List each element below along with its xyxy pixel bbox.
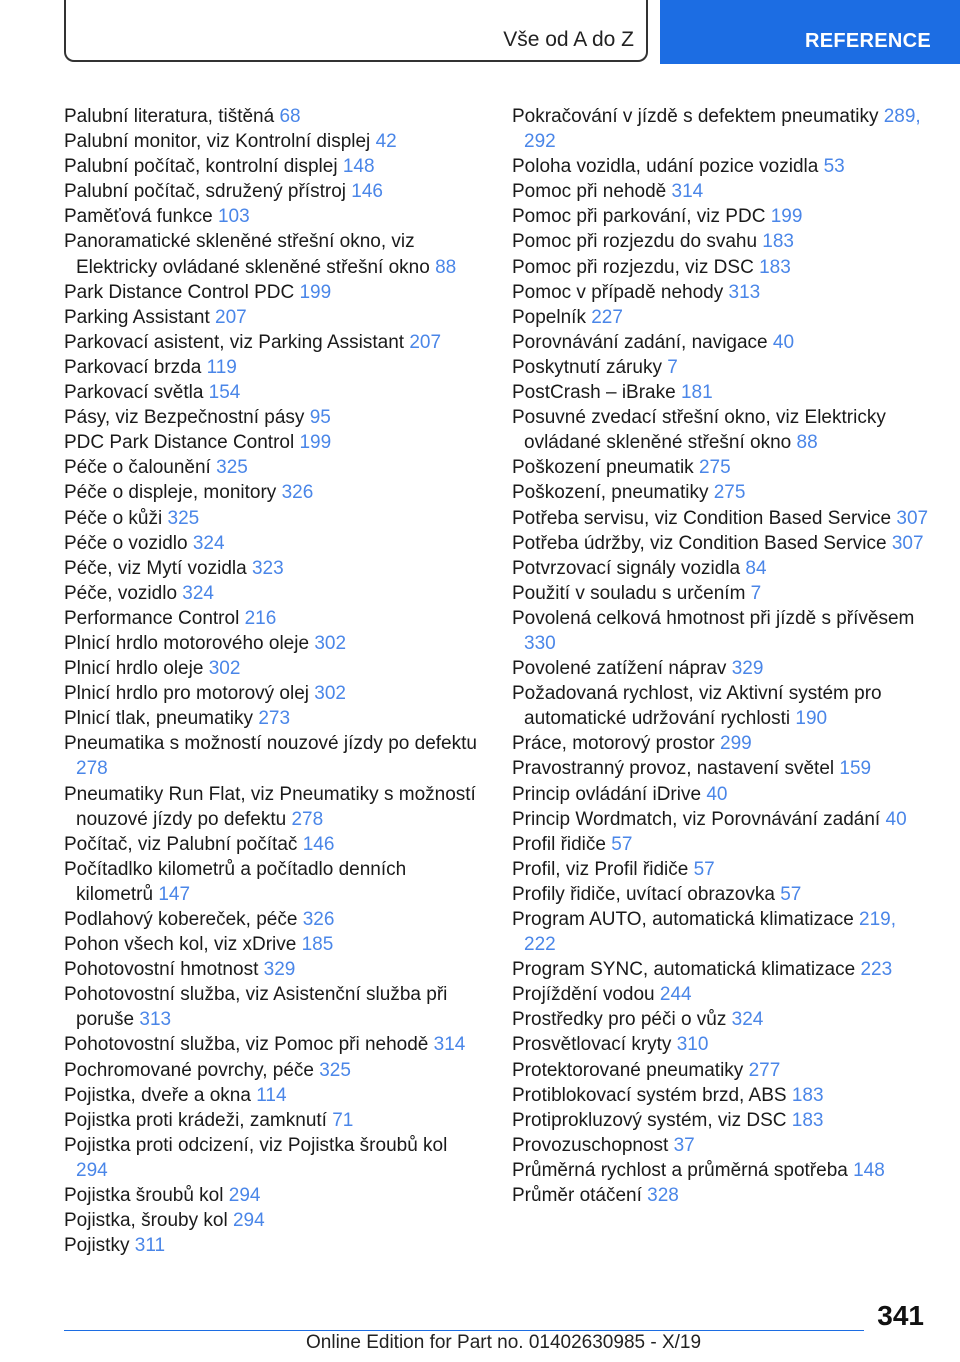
- page-reference-link[interactable]: 40: [772, 331, 795, 353]
- page-reference-link[interactable]: 302: [314, 632, 347, 654]
- index-term: Počítač, viz Palubní počítač: [64, 833, 303, 855]
- index-entry: [64, 405, 484, 430]
- index-term: Podlahový kobereček, péče: [64, 909, 303, 930]
- chapter-tab: [64, 0, 648, 62]
- index-entry: [64, 656, 484, 681]
- page-reference-link[interactable]: 68: [279, 106, 301, 127]
- index-entry: [512, 330, 932, 355]
- page-reference-link[interactable]: 88: [435, 256, 457, 278]
- page-reference-link[interactable]: 299: [720, 733, 752, 755]
- page-reference-link[interactable]: 277: [748, 1059, 781, 1081]
- page-reference-link[interactable]: 148: [342, 156, 375, 178]
- index-term: Pohotovostní služba, viz Pomoc při nehodě: [64, 1034, 434, 1056]
- page-reference-link[interactable]: 185: [301, 934, 334, 956]
- index-entry: [512, 731, 932, 756]
- index-term: Palubní počítač, kontrolní displej: [64, 156, 343, 178]
- index-term: Palubní literatura, tištěná: [64, 106, 280, 127]
- page-reference-link[interactable]: 314: [671, 181, 704, 203]
- index-term: Pojistka, dveře a okna: [64, 1084, 257, 1106]
- index-term: Pneumatiky Run Flat, viz Pneumatiky s možností nouzové jízdy po defektu: [64, 783, 476, 830]
- page-reference-link[interactable]: 294: [76, 1159, 108, 1181]
- page-reference-link[interactable]: 148: [853, 1159, 885, 1181]
- index-term: Program SYNC, automatická klimatizace: [512, 959, 861, 981]
- index-term: Program AUTO, automatická klimatizace: [512, 909, 860, 930]
- index-entry: [512, 1108, 932, 1133]
- index-term: Projíždění vodou: [512, 984, 660, 1006]
- page-reference-link[interactable]: 302: [314, 683, 346, 705]
- index-entry: [64, 631, 484, 656]
- index-term: PostCrash – iBrake: [512, 382, 681, 404]
- index-term: Pásy, viz Bezpečnostní pásy: [64, 407, 310, 429]
- index-entry: [512, 305, 932, 330]
- index-entry: [512, 229, 932, 254]
- page-reference-link[interactable]: 275: [698, 457, 731, 479]
- index-term: Princip ovládání iDrive: [512, 783, 707, 805]
- index-entry: [64, 506, 484, 531]
- index-entry: [64, 455, 484, 480]
- index-entry: [512, 204, 932, 229]
- page-reference-link[interactable]: 314: [433, 1034, 466, 1056]
- page-reference-link[interactable]: 313: [728, 281, 761, 303]
- index-term: Práce, motorový prostor: [512, 733, 721, 755]
- page-reference-link[interactable]: 307: [891, 532, 924, 554]
- page-reference-link[interactable]: 57: [780, 883, 802, 905]
- index-term: Panoramatické skleněné střešní okno, viz Elektricky ovládané skleněné střešní okno: [64, 231, 436, 278]
- index-term: Pojistka proti odcizení, viz Pojistka šroubů kol: [64, 1134, 448, 1156]
- page-reference-link[interactable]: 216: [244, 607, 277, 629]
- index-term: Poskytnutí záruky: [512, 356, 668, 378]
- page-reference-link[interactable]: 183: [791, 1109, 824, 1131]
- page-reference-link[interactable]: 324: [192, 532, 225, 554]
- footer-divider: [64, 1330, 864, 1331]
- index-entry: [64, 330, 484, 355]
- index-term: Parkovací světla: [64, 382, 209, 404]
- index-term: Protiprokluzový systém, viz DSC: [512, 1109, 792, 1131]
- index-term: Poloha vozidla, udání pozice vozidla: [512, 156, 824, 178]
- index-entry: [64, 154, 484, 179]
- index-term: Pneumatika s možností nouzové jízdy po defektu: [64, 733, 477, 755]
- index-entry: [64, 1108, 484, 1133]
- page-reference-link[interactable]: 37: [673, 1134, 695, 1156]
- page-reference-link[interactable]: 146: [302, 833, 335, 855]
- page-reference-link[interactable]: 88: [796, 432, 818, 454]
- chapter-tab-label: Vše od A do Z: [503, 28, 634, 51]
- page-reference-link[interactable]: 40: [706, 783, 728, 805]
- page-reference-link[interactable]: 119: [206, 356, 237, 378]
- page-reference-link[interactable]: 199: [299, 432, 332, 454]
- index-term: Protektorované pneumatiky: [512, 1059, 749, 1081]
- page-reference-link[interactable]: 183: [762, 231, 794, 253]
- index-entry: [64, 581, 484, 606]
- index-entry: [512, 531, 932, 556]
- index-entry: [512, 455, 932, 480]
- page-reference-link[interactable]: 325: [319, 1059, 351, 1081]
- index-term: Pomoc při parkování, viz PDC: [512, 206, 771, 228]
- index-entry: [512, 1133, 932, 1158]
- index-entry: [64, 932, 484, 957]
- index-entry: [64, 480, 484, 505]
- page-reference-link[interactable]: 57: [693, 858, 715, 880]
- index-term: Pomoc při nehodě: [512, 181, 672, 203]
- index-entry: [64, 204, 484, 229]
- page-reference-link[interactable]: 199: [770, 206, 803, 228]
- index-term: Profil řidiče: [512, 833, 612, 855]
- page-reference-link[interactable]: 324: [182, 582, 214, 604]
- index-entry: [512, 882, 932, 907]
- page-reference-link[interactable]: 190: [795, 708, 828, 730]
- index-term: Posuvné zvedací střešní okno, viz Elektricky ovládané skleněné střešní okno: [512, 407, 886, 454]
- index-term: Park Distance Control PDC: [64, 281, 300, 303]
- index-entry: [64, 179, 484, 204]
- index-column-right: [512, 104, 932, 1208]
- index-entry: [512, 832, 932, 857]
- page-reference-link[interactable]: 313: [139, 1009, 172, 1031]
- index-entry: [512, 405, 932, 455]
- index-entry: [64, 104, 484, 129]
- index-term: Pomoc při rozjezdu, viz DSC: [512, 256, 760, 278]
- index-entry: [512, 656, 932, 681]
- index-entry: [512, 581, 932, 606]
- index-term: Performance Control: [64, 607, 245, 629]
- index-entry: [64, 857, 484, 907]
- index-term: Použití v souladu s určením: [512, 582, 751, 604]
- page-reference-link[interactable]: 84: [745, 557, 767, 579]
- page-reference-link[interactable]: 227: [591, 306, 623, 328]
- index-term: Protiblokovací systém brzd, ABS: [512, 1084, 792, 1106]
- page-reference-link[interactable]: 183: [759, 256, 791, 278]
- page-reference-link[interactable]: 294: [228, 1185, 261, 1207]
- index-entry: [512, 1007, 932, 1032]
- index-term: Potřeba servisu, viz Condition Based Service: [512, 507, 897, 529]
- page-reference-link[interactable]: 329: [263, 959, 296, 981]
- section-tab-label: REFERENCE: [805, 30, 932, 52]
- index-entry: [512, 556, 932, 581]
- index-entry: [64, 1183, 484, 1208]
- page-reference-link[interactable]: 53: [823, 156, 845, 178]
- index-entry: [64, 907, 484, 932]
- index-entry: [512, 606, 932, 656]
- page-reference-link[interactable]: 42: [375, 131, 397, 153]
- page-number: 341: [877, 1300, 924, 1331]
- page-reference-link[interactable]: 223: [860, 959, 893, 981]
- index-term: Plnicí tlak, pneumatiky: [64, 708, 259, 730]
- index-entry: [512, 154, 932, 179]
- index-term: Potřeba údržby, viz Condition Based Service: [512, 532, 892, 554]
- index-entry: [512, 907, 932, 957]
- page-reference-link[interactable]: 183: [791, 1084, 824, 1106]
- index-term: Prosvětlovací kryty: [512, 1034, 677, 1056]
- page-reference-link[interactable]: 325: [167, 507, 200, 529]
- index-entry: [64, 706, 484, 731]
- index-entry: [512, 807, 932, 832]
- footer-edition: Online Edition for Part no. 01402630985 - X/19: [306, 1332, 702, 1353]
- page-reference-link[interactable]: 325: [216, 457, 248, 479]
- page-reference-link[interactable]: 7: [667, 356, 678, 378]
- index-term: Pojistka proti krádeži, zamknutí: [64, 1109, 333, 1131]
- index-entry: [64, 229, 484, 279]
- index-term: Pravostranný provoz, nastavení světel: [512, 758, 840, 780]
- index-entry: [64, 782, 484, 832]
- page-reference-link[interactable]: 311: [134, 1235, 166, 1257]
- index-term: Péče o kůži: [64, 507, 168, 529]
- index-entry: [512, 1032, 932, 1057]
- page-reference-link[interactable]: 278: [291, 808, 324, 830]
- page-reference-link[interactable]: 159: [839, 758, 872, 780]
- index-term: Pojistky: [64, 1235, 135, 1257]
- page-reference-link[interactable]: 323: [251, 557, 284, 579]
- index-entry: [512, 355, 932, 380]
- index-term: Pojistka šroubů kol: [64, 1185, 229, 1207]
- index-entry: [64, 430, 484, 455]
- index-term: Profily řidiče, uvítací obrazovka: [512, 883, 781, 905]
- page-reference-link[interactable]: 330: [524, 632, 556, 654]
- index-term: Princip Wordmatch, viz Porovnávání zadání: [512, 808, 886, 830]
- page-reference-link[interactable]: 294: [232, 1210, 265, 1232]
- index-term: Povolené zatížení náprav: [512, 658, 732, 680]
- page-reference-link[interactable]: 289, 292: [524, 106, 921, 153]
- page-reference-link[interactable]: 275: [713, 482, 746, 504]
- page-reference-link[interactable]: 147: [158, 883, 191, 905]
- index-entry: [64, 280, 484, 305]
- page-reference-link[interactable]: 71: [332, 1109, 354, 1131]
- index-term: Palubní počítač, sdružený přístroj: [64, 181, 352, 203]
- index-term: Parkovací asistent, viz Parking Assistant: [64, 331, 410, 353]
- index-term: Palubní monitor, viz Kontrolní displej: [64, 131, 376, 153]
- index-term: Potvrzovací signály vozidla: [512, 557, 746, 579]
- index-term: Povolená celková hmotnost při jízdě s přívěsem: [512, 607, 915, 629]
- index-entry: [512, 1058, 932, 1083]
- index-term: Plnicí hrdlo oleje: [64, 658, 209, 680]
- page-reference-link[interactable]: 95: [309, 407, 331, 429]
- page-reference-link[interactable]: 326: [302, 909, 335, 930]
- index-entry: [512, 1158, 932, 1183]
- index-term: Parking Assistant: [64, 306, 216, 328]
- index-entry: [64, 957, 484, 982]
- page-reference-link[interactable]: 244: [659, 984, 692, 1006]
- index-entry: [64, 355, 484, 380]
- index-entry: [512, 756, 932, 781]
- index-term: Pomoc při rozjezdu do svahu: [512, 231, 763, 253]
- index-term: Pohotovostní hmotnost: [64, 959, 264, 981]
- page-reference-link[interactable]: 146: [351, 181, 383, 203]
- index-term: Pojistka, šrouby kol: [64, 1210, 233, 1232]
- page-reference-link[interactable]: 199: [299, 281, 332, 303]
- index-term: Pomoc v případě nehody: [512, 281, 729, 303]
- index-term: Profil, viz Profil řidiče: [512, 858, 694, 880]
- index-term: Průměr otáčení: [512, 1185, 648, 1207]
- page-reference-link[interactable]: 324: [731, 1009, 764, 1031]
- index-term: Provozuschopnost: [512, 1134, 674, 1156]
- index-term: Péče o čalounění: [64, 457, 217, 479]
- index-term: Pohotovostní služba, viz Asistenční služba při poruše: [64, 984, 448, 1031]
- index-entry: [64, 1133, 484, 1183]
- page-reference-link[interactable]: 273: [258, 708, 291, 730]
- index-entry: [64, 681, 484, 706]
- index-entry: [512, 1083, 932, 1108]
- index-entry: [512, 104, 932, 154]
- index-term: Péče, viz Mytí vozidla: [64, 557, 252, 579]
- page-reference-link[interactable]: 328: [647, 1185, 679, 1207]
- index-entry: [64, 556, 484, 581]
- index-entry: [512, 280, 932, 305]
- index-term: Prostředky pro péči o vůz: [512, 1009, 732, 1031]
- index-entry: [64, 1208, 484, 1233]
- index-term: Paměťová funkce: [64, 206, 218, 228]
- index-entry: [64, 305, 484, 330]
- section-tab: [660, 0, 960, 64]
- page-reference-link[interactable]: 219, 222: [524, 909, 897, 956]
- index-entry: [64, 731, 484, 781]
- index-term: Pochromované povrchy, péče: [64, 1059, 320, 1081]
- page-reference-link[interactable]: 302: [208, 658, 241, 680]
- index-column-left: [64, 104, 484, 1258]
- index-term: Plnicí hrdlo pro motorový olej: [64, 683, 315, 705]
- index-entry: [64, 1058, 484, 1083]
- index-entry: [64, 832, 484, 857]
- index-entry: [512, 957, 932, 982]
- index-entry: [64, 606, 484, 631]
- index-entry: [64, 1233, 484, 1258]
- index-term: PDC Park Distance Control: [64, 432, 300, 454]
- page-reference-link[interactable]: 329: [731, 658, 764, 680]
- index-term: Parkovací brzda: [64, 356, 207, 378]
- page-reference-link[interactable]: 7: [750, 582, 762, 604]
- index-term: Péče o vozidlo: [64, 532, 193, 554]
- index-entry: [512, 782, 932, 807]
- page-reference-link[interactable]: 307: [896, 507, 929, 529]
- index-entry: [512, 380, 932, 405]
- index-term: Pokračování v jízdě s defektem pneumatiky: [512, 106, 884, 127]
- page-reference-link[interactable]: 278: [76, 758, 108, 780]
- page-reference-link[interactable]: 207: [409, 331, 442, 353]
- page-header: [0, 0, 960, 66]
- index-term: Průměrná rychlost a průměrná spotřeba: [512, 1159, 854, 1181]
- page-reference-link[interactable]: 181: [680, 382, 713, 404]
- index-entry: [512, 681, 932, 731]
- index-entry: [512, 480, 932, 505]
- index-term: Poškození, pneumatiky: [512, 482, 714, 504]
- index-term: Péče o displeje, monitory: [64, 482, 282, 504]
- index-entry: [64, 1032, 484, 1057]
- index-entry: [512, 857, 932, 882]
- page-reference-link[interactable]: 326: [281, 482, 314, 504]
- index-term: Počítadlko kilometrů a počítadlo denních kilometrů: [64, 858, 407, 905]
- index-term: Popelník: [512, 306, 592, 328]
- index-entry: [512, 506, 932, 531]
- index-term: Požadovaná rychlost, viz Aktivní systém pro automatické udržování rychlosti: [512, 683, 882, 730]
- page-reference-link[interactable]: 207: [215, 306, 247, 328]
- index-term: Porovnávání zadání, navigace: [512, 331, 773, 353]
- page-reference-link[interactable]: 310: [676, 1034, 709, 1056]
- index-entry: [64, 531, 484, 556]
- index-entry: [512, 255, 932, 280]
- index-term: Péče, vozidlo: [64, 582, 183, 604]
- index-term: Plnicí hrdlo motorového oleje: [64, 632, 315, 654]
- index-entry: [64, 129, 484, 154]
- page-reference-link[interactable]: 154: [208, 382, 241, 404]
- index-entry: [512, 179, 932, 204]
- index-entry: [512, 982, 932, 1007]
- page-reference-link[interactable]: 103: [217, 206, 250, 228]
- page-reference-link[interactable]: 57: [611, 833, 633, 855]
- index-entry: [64, 982, 484, 1032]
- index-entry: [64, 1083, 484, 1108]
- page-reference-link[interactable]: 40: [885, 808, 907, 830]
- index-entry: [64, 380, 484, 405]
- page-reference-link[interactable]: 114: [256, 1084, 287, 1106]
- index-entry: [512, 1183, 932, 1208]
- index-term: Poškození pneumatik: [512, 457, 699, 479]
- index-term: Pohon všech kol, viz xDrive: [64, 934, 302, 956]
